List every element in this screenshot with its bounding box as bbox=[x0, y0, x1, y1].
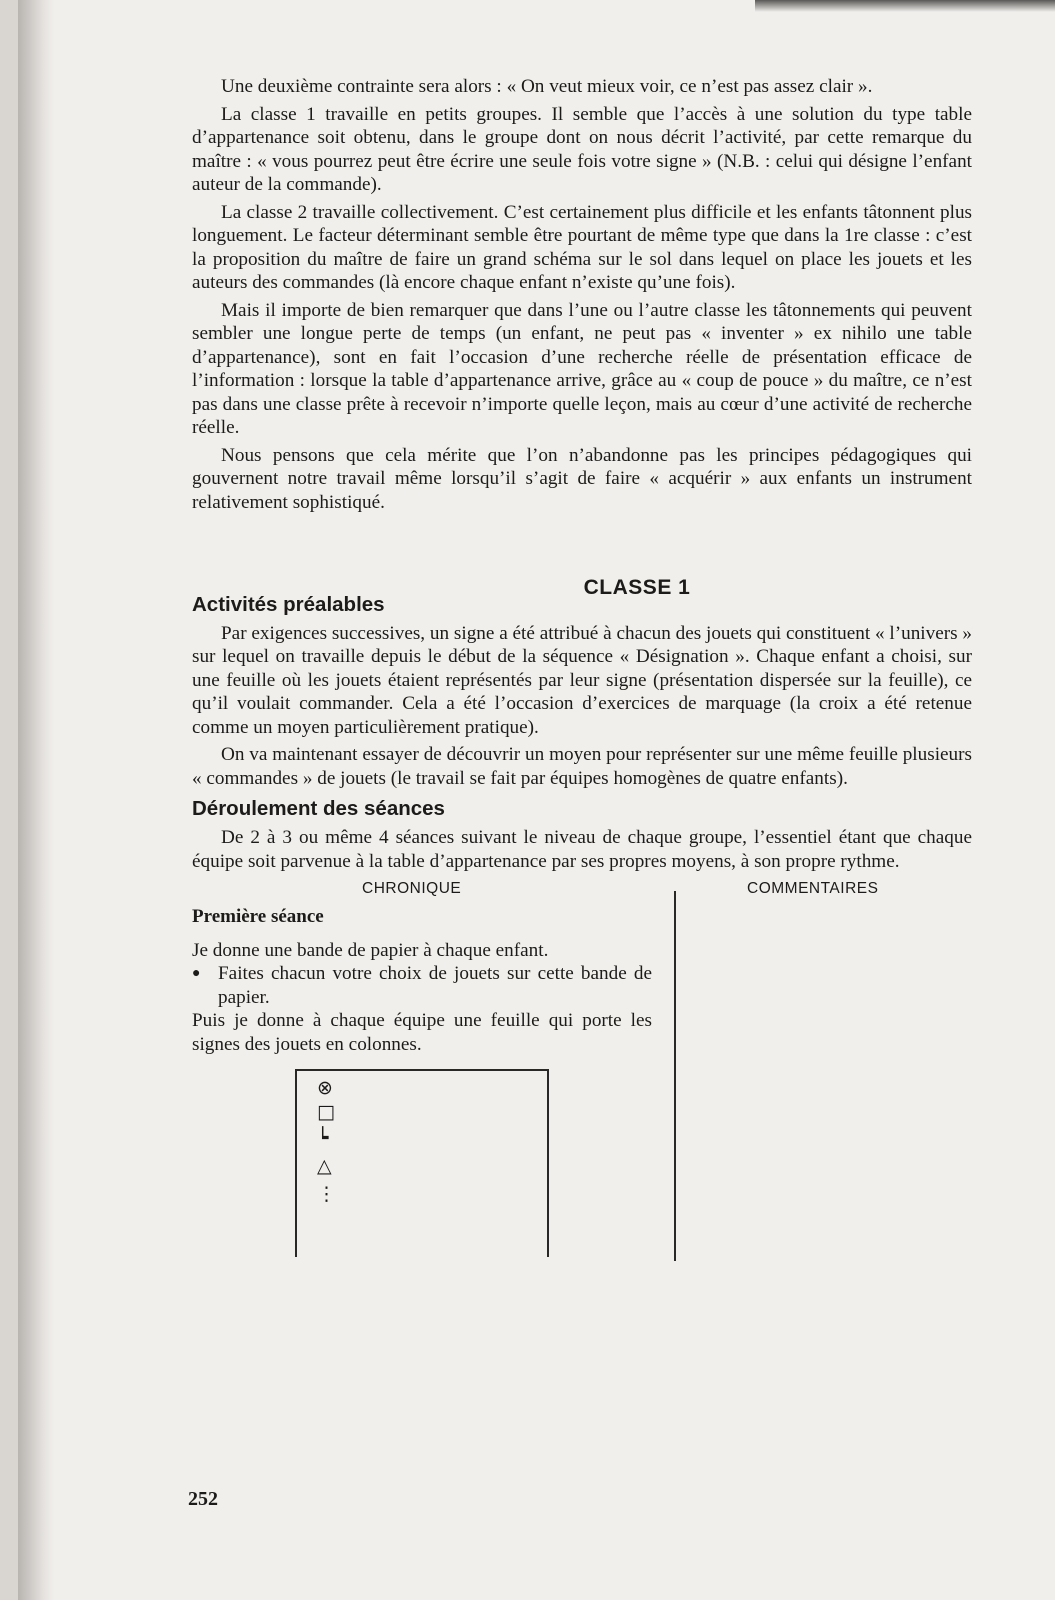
triangle-symbol: △ bbox=[317, 1155, 332, 1177]
toy-sheet-figure bbox=[295, 1069, 549, 1257]
column-divider bbox=[674, 891, 676, 1261]
subheading-activites: Activités préalables bbox=[192, 592, 385, 616]
column-header-commentaires: COMMENTAIRES bbox=[747, 880, 879, 897]
bullet-icon: ● bbox=[192, 966, 201, 981]
paragraph: Nous pensons que cela mérite que l’on n’abandonne pas les principes pédagogiques qui gouvernent notre travail même lorsqu’il s’agit de faire « acquérir » aux enfants un instrument relativement sophistiqué. bbox=[192, 444, 972, 513]
subheading-deroulement: Déroulement des séances bbox=[192, 797, 445, 820]
chronique-column bbox=[192, 905, 652, 1056]
corner-symbol: ┕ bbox=[317, 1127, 329, 1149]
seance-title: Première séance bbox=[192, 906, 324, 927]
square-symbol: □ bbox=[317, 1101, 335, 1123]
seance-line: Je donne une bande de papier à chaque enfant. bbox=[192, 939, 549, 961]
seance-line: Puis je donne à chaque équipe une feuille qui porte les signes des jouets en colonnes. bbox=[192, 1010, 652, 1055]
scan-edge-shadow bbox=[755, 0, 1055, 12]
paragraph: La classe 1 travaille en petits groupes. Il semble que l’accès à une solution du type table d’appartenance soit obtenu, dans le groupe dont on nous décrit l’activité, par cette remarque du maître : « vous pourrez peut être écrire une seule fois votre signe » (N.B. : celui qui désigne l’enfant auteur de la commande). bbox=[192, 103, 972, 195]
two-column-section bbox=[192, 877, 972, 1257]
paragraph: On va maintenant essayer de découvrir un moyen pour représenter sur une même feuille plusieurs « commandes » de jouets (le travail se fait par équipes homogènes de quatre enfants). bbox=[192, 744, 972, 789]
bullet-item bbox=[192, 962, 652, 1009]
text-column bbox=[192, 75, 972, 1257]
paragraph: Une deuxième contrainte sera alors : « On veut mieux voir, ce n’est pas assez clair ». bbox=[221, 76, 873, 97]
paragraph: Mais il importe de bien remarquer que dans l’une ou l’autre classe les tâtonnements qui peuvent sembler une longue perte de temps (un enfant, ne peut pas « inventer » ex nihilo une table d’appartenance), sont en fait l’occasion d’une recherche réelle de présentation efficace de l’information : lorsque la table d’appartenance arrive, grâce au « coup de pouce » du maître, ce n’est pas dans une classe prête à recevoir n’importe quelle leçon, mais au cœur d’une activité de recherche réelle. bbox=[192, 299, 972, 438]
paragraph: De 2 à 3 ou même 4 séances suivant le niveau de chaque groupe, l’essentiel étant que chaque équipe soit parvenue à la table d’appartenance par ses propres moyens, à son propre rythme. bbox=[192, 827, 972, 872]
binding-shadow bbox=[18, 0, 54, 1600]
paragraph: La classe 2 travaille collectivement. C’est certainement plus difficile et les enfants tâtonnent plus longuement. Le facteur déterminant semble être pourtant de même type que dans la 1re classe : c’est la proposition du maître de faire un grand schéma sur le sol dans lequel on place les jouets et les auteurs des commandes (là encore chaque enfant n’existe qu’une fois). bbox=[192, 201, 972, 293]
page-number: 252 bbox=[188, 1488, 218, 1510]
ellipsis-symbol: ⋮ bbox=[317, 1183, 336, 1205]
circled-cross-symbol: ⊗ bbox=[317, 1077, 333, 1099]
column-header-chronique: CHRONIQUE bbox=[362, 880, 462, 897]
section-heading-classe: CLASSE 1 bbox=[583, 576, 691, 599]
bullet-text: Faites chacun votre choix de jouets sur cette bande de papier. bbox=[218, 963, 652, 1008]
paragraph: Par exigences successives, un signe a été attribué à chacun des jouets qui constituent « l’univers » sur lequel on travaille depuis le début de la séquence « Désignation ». Chaque enfant a choisi, sur une feuille où les jouets étaient représentés par leur signe (présentation dispersée sur la feuille), ce qu’il voulait commander. Cela a été l’occasion d’exercices de marquage (la croix a été retenue comme un moyen particulièrement pratique). bbox=[192, 622, 972, 738]
